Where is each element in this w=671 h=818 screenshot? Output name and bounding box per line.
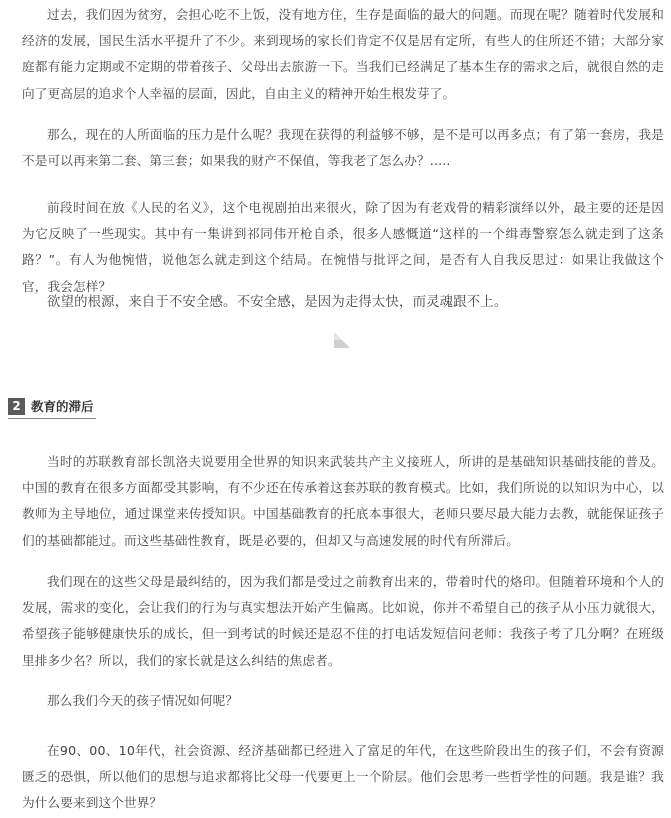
paragraph-tv-drama: 前段时间在放《人民的名义》，这个电视剧拍出来很火，除了因为有老戏骨的精彩演绎以外，最主要的还是因为它反映了一些现实。其中有一集讲到祁同伟开枪自杀，很多人感慨道“这样的一个缉毒警察怎么就走到了这条路？”。有人为他惋惜，说他怎么就走到这个结局。在惋惜与批评之间，是否有人自我反思过：如果让我做这个官，我会怎样？ [22,200,664,294]
section-number-badge: 2 [8,398,25,415]
paragraph-soviet-education: 当时的苏联教育部长凯洛夫说要用全世界的知识来武装共产主义接班人，所讲的是基础知识基础技能的普及。中国的教育在很多方面都受其影响，有不少还在传承着这套苏联的教育模式。比如，我们所说的以知识为中心，以教师为主导地位，通过课堂来传授知识。中国基础教育的托底本事很大，老师只要尽最大能力去教，就能保证孩子们的基础都能过。而这些基础性教育，既是必要的，但却又与高速发展的时代有所滞后。 [22,454,664,548]
paragraph-desire: 欲望的根源，来自于不安全感。不安全感，是因为走得太快，而灵魂跟不上。 [47,295,508,310]
section-underline [8,418,96,419]
paragraph-pressure: 那么，现在的人所面临的压力是什么呢？我现在获得的利益够不够，是不是可以再多点；有了第一套房，我是不是可以再来第二套、第三套；如果我的财产不保值，等我老了怎么办？..... [22,127,664,169]
paragraph-generations: 在90、00、10年代，社会资源、经济基础都已经进入了富足的年代，在这些阶段出生的孩子们，不会有资源匮乏的恐惧，所以他们的思想与追求都将比父母一代要更上一个阶层。他们会思考一些哲学性的问题。我是谁？我为什么要来到这个世界？ [22,743,664,811]
paragraph-parents: 我们现在的这些父母是最纠结的，因为我们都是受过之前教育出来的，带着时代的烙印。但随着环境和个人的发展，需求的变化，会让我们的行为与真实想法开始产生偏离。比如说，你并不希望自己的孩子从小压力就很大，希望孩子能够健康快乐的成长，但一到考试的时候还是忍不住的打电话发短信问老师：我孩子考了几分啊？在班级里排多少名？所以，我们的家长就是这么纠结的焦虑者。 [22,574,664,668]
paragraph-poverty: 过去，我们因为贫穷，会担心吃不上饭，没有地方住，生存是面临的最大的问题。而现在呢？随着时代发展和经济的发展，国民生活水平提升了不少。来到现场的家长们肯定不仅是居有定所，有些人的住所还不错；大部分家庭都有能力定期或不定期的带着孩子、父母出去旅游一下。当我们已经满足了基本生存的需求之后，就很自然的走向了更高层的追求个人幸福的层面，因此，自由主义的精神开始生根发芽了。 [22,7,664,101]
section-title: 教育的滞后 [31,399,94,414]
section-heading [8,395,94,417]
paragraph-question: 那么我们今天的孩子情况如何呢？ [47,693,239,708]
triangle-divider-icon [332,330,352,350]
